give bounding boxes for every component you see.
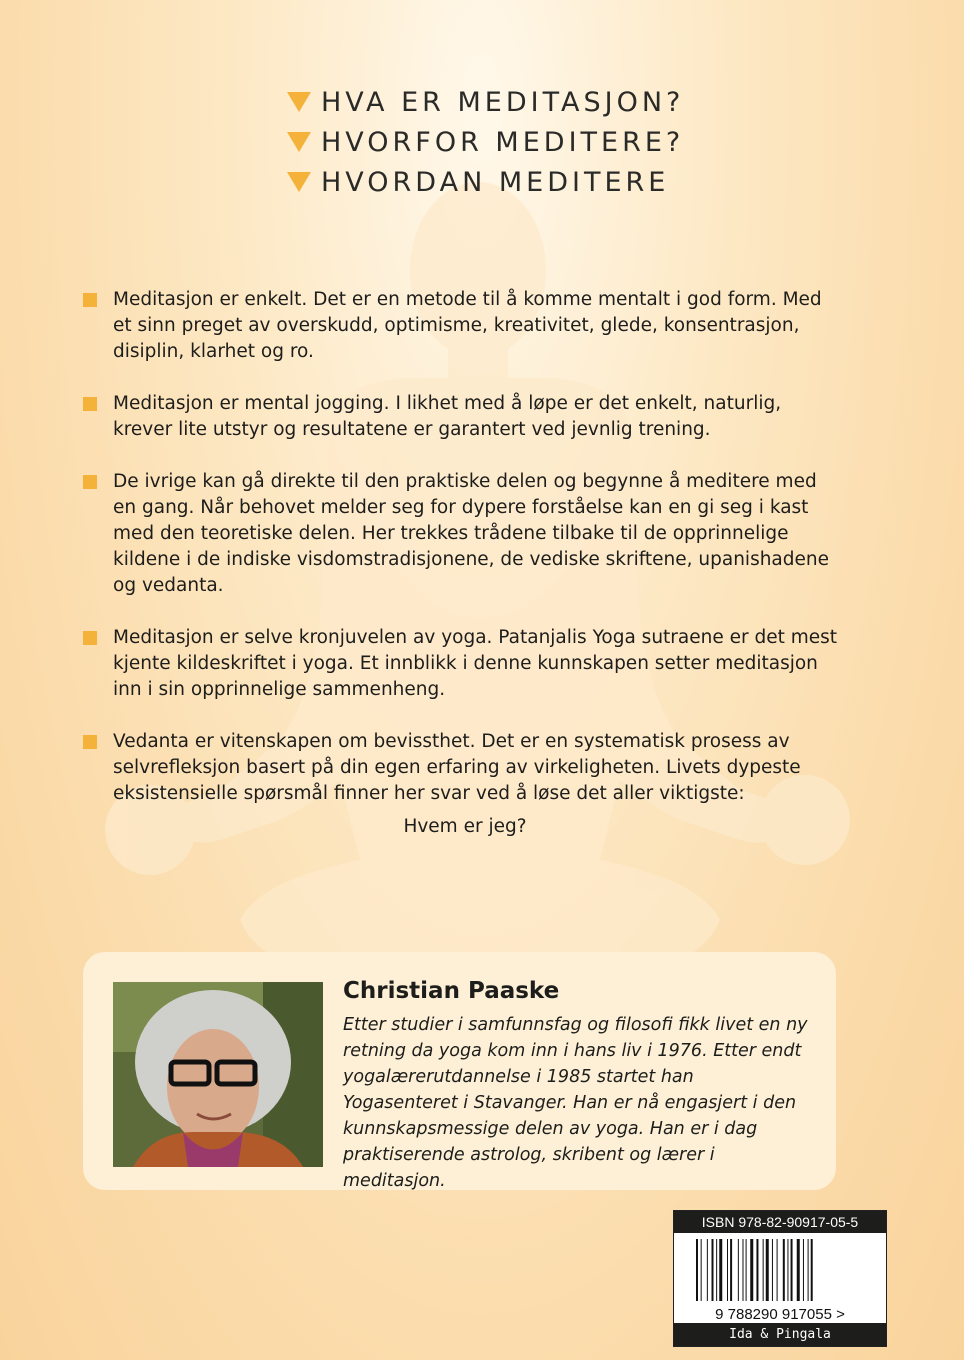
barcode-bar <box>738 1239 739 1301</box>
square-bullet-icon <box>83 397 97 411</box>
barcode-bar <box>772 1239 773 1301</box>
square-bullet-icon <box>83 631 97 645</box>
bullet-item <box>83 469 843 599</box>
author-name: Christian Paaske <box>343 978 560 1004</box>
barcode-bar <box>716 1239 717 1301</box>
barcode-bar <box>797 1239 800 1301</box>
isbn-label: ISBN 978-82-90917-05-5 <box>674 1211 886 1233</box>
barcode-bar <box>750 1239 753 1301</box>
headline-3 <box>287 162 684 202</box>
bullet-item <box>83 625 843 703</box>
bullet-item <box>83 729 843 807</box>
barcode-bar <box>696 1239 698 1301</box>
barcode-bar <box>777 1239 778 1301</box>
triangle-down-icon <box>287 132 311 152</box>
barcode-bar <box>743 1239 744 1301</box>
barcode-bar <box>701 1239 702 1301</box>
triangle-down-icon <box>287 92 311 112</box>
bullet-item <box>83 287 843 365</box>
barcode-bar <box>811 1239 813 1301</box>
closing-question: Hvem er jeg? <box>403 816 527 837</box>
barcode-bar <box>719 1239 722 1301</box>
barcode-bar <box>808 1239 809 1301</box>
bullet-item <box>83 391 843 443</box>
headline-text: HVA ER MEDITASJON? <box>321 86 685 118</box>
square-bullet-icon <box>83 475 97 489</box>
headline-list <box>287 82 684 202</box>
square-bullet-icon <box>83 293 97 307</box>
bullet-text: De ivrige kan gå direkte til den praktiske delen og begynne å meditere med en gang. Når behovet melder seg for dypere forståelse kan en gi seg i kast med den teoretiske delen. Her trekkes trådene tilbake til de opprinnelige kildene i de indiske visdomstradisjonene, de vediske skriftene, upanishadene og vedanta. <box>113 471 829 596</box>
publisher-name: Ida & Pingala <box>674 1323 886 1346</box>
barcode-bar <box>787 1239 788 1301</box>
barcode-bar <box>730 1239 732 1301</box>
author-panel <box>83 952 836 1190</box>
barcode-digits: 9 788290 917055 > <box>715 1306 845 1323</box>
author-bio: Etter studier i samfunnsfag og filosofi fikk livet en ny retning da yoga kom inn i hans liv i 1976. Etter endt yogalærerutdannelse i 1985 startet han Yogasenteret i Stavanger. Han er nå engasjert i den kunnskapsmessige delen av yoga. Han er i dag praktiserende astrolog, skribent og lærer i meditasjon. <box>343 1015 808 1191</box>
headline-1 <box>287 82 684 122</box>
barcode-bar <box>766 1239 769 1301</box>
headline-2 <box>287 122 684 162</box>
bullet-text: Meditasjon er selve kronjuvelen av yoga. Patanjalis Yoga sutraene er det mest kjente kildeskriftet i yoga. Et innblikk i denne kunnskapen setter meditasjon inn i sin opprinnelige sammenheng. <box>113 627 838 700</box>
barcode-bar <box>791 1239 793 1301</box>
bullet-list <box>83 287 843 833</box>
barcode-bar <box>727 1239 728 1301</box>
bullet-text: Vedanta er vitenskapen om bevissthet. Det er en systematisk prosess av selvrefleksjon basert på din egen erfaring av virkeligheten. Livets dypeste eksistensielle spørsmål finner her svar ved å løse det aller viktigste: <box>113 731 801 804</box>
headline-text: HVORFOR MEDITERE? <box>321 126 685 158</box>
triangle-down-icon <box>287 172 311 192</box>
barcode-bar <box>756 1239 758 1301</box>
barcode-bar <box>803 1239 804 1301</box>
isbn-barcode <box>673 1210 887 1347</box>
barcode-image <box>674 1233 886 1323</box>
barcode-bar <box>783 1239 785 1301</box>
barcode-bar <box>746 1239 747 1301</box>
square-bullet-icon <box>83 735 97 749</box>
author-photo <box>113 982 323 1167</box>
barcode-bar <box>763 1239 764 1301</box>
bullet-text: Meditasjon er enkelt. Det er en metode til å komme mentalt i god form. Med et sinn preget av overskudd, optimisme, kreativitet, glede, konsentrasjon, disiplin, klarhet og ro. <box>113 289 822 362</box>
headline-text: HVORDAN MEDITERE <box>321 166 670 198</box>
barcode-bar <box>712 1239 714 1301</box>
barcode-bar <box>707 1239 708 1301</box>
bullet-text: Meditasjon er mental jogging. I likhet med å løpe er det enkelt, naturlig, krever lite utstyr og resultatene er garantert ved jevnlig trening. <box>113 393 782 440</box>
